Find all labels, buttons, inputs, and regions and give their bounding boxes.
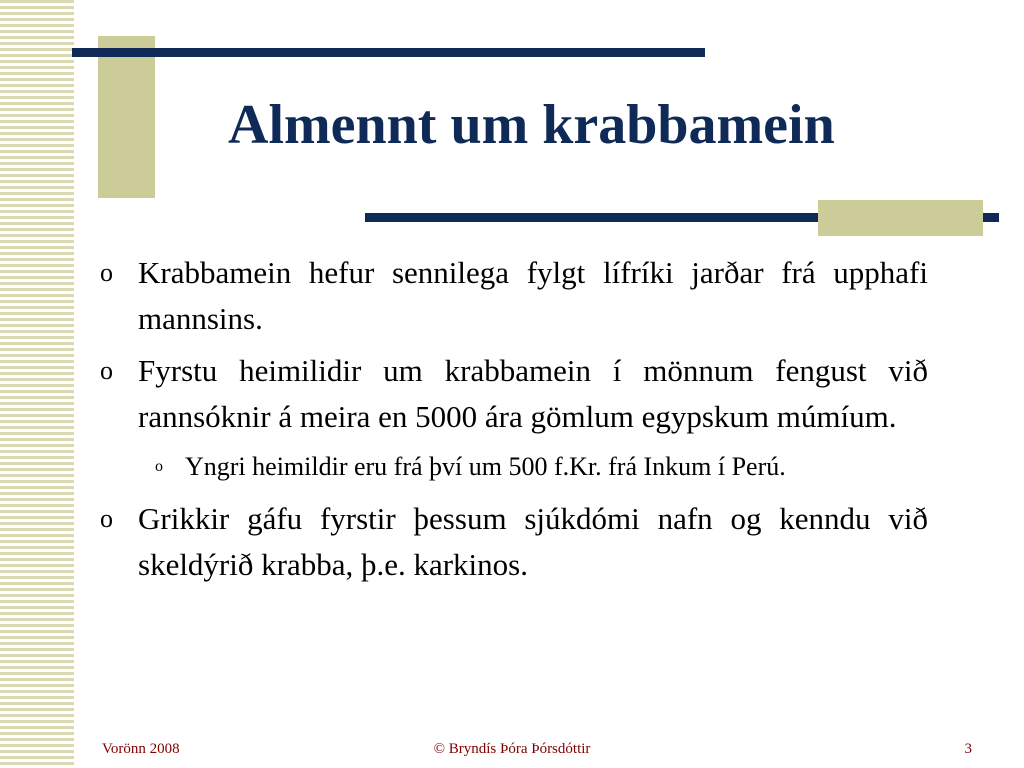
bullet-item (100, 348, 928, 440)
footer-page-number: 3 (964, 741, 972, 757)
bullet-text: Grikkir gáfu fyrstir þessum sjúkdómi nafn og kenndu við skeldýrið krabba, þ.e. karkinos. (138, 501, 928, 582)
bullet-marker-icon: o (100, 356, 113, 385)
bullet-marker-icon: o (100, 258, 113, 287)
decorative-stripes (0, 0, 74, 768)
bullet-item (100, 250, 928, 342)
bullet-item (100, 496, 928, 588)
decorative-tan-block-top (98, 36, 155, 198)
bullet-text: Krabbamein hefur sennilega fylgt lífríki jarðar frá upphafi mannsins. (138, 255, 928, 336)
bullet-text: Fyrstu heimilidir um krabbamein í mönnum fengust við rannsóknir á meira en 5000 ára gömlum egypskum múmíum. (138, 353, 928, 434)
sub-bullet-item (100, 446, 928, 488)
slide-title: Almennt um krabbamein (228, 94, 835, 156)
footer-author: © Bryndís Þóra Þórsdóttir (433, 741, 591, 757)
footer-date: Vorönn 2008 (102, 741, 180, 757)
sub-bullet-text: Yngri heimildir eru frá því um 500 f.Kr. frá Inkum í Perú. (185, 452, 786, 481)
decorative-tan-block-bottom (818, 200, 983, 236)
decorative-navy-line-top (72, 48, 705, 57)
slide-content (100, 250, 928, 594)
sub-bullet-marker-icon: o (155, 458, 163, 475)
bullet-marker-icon: o (100, 504, 113, 533)
